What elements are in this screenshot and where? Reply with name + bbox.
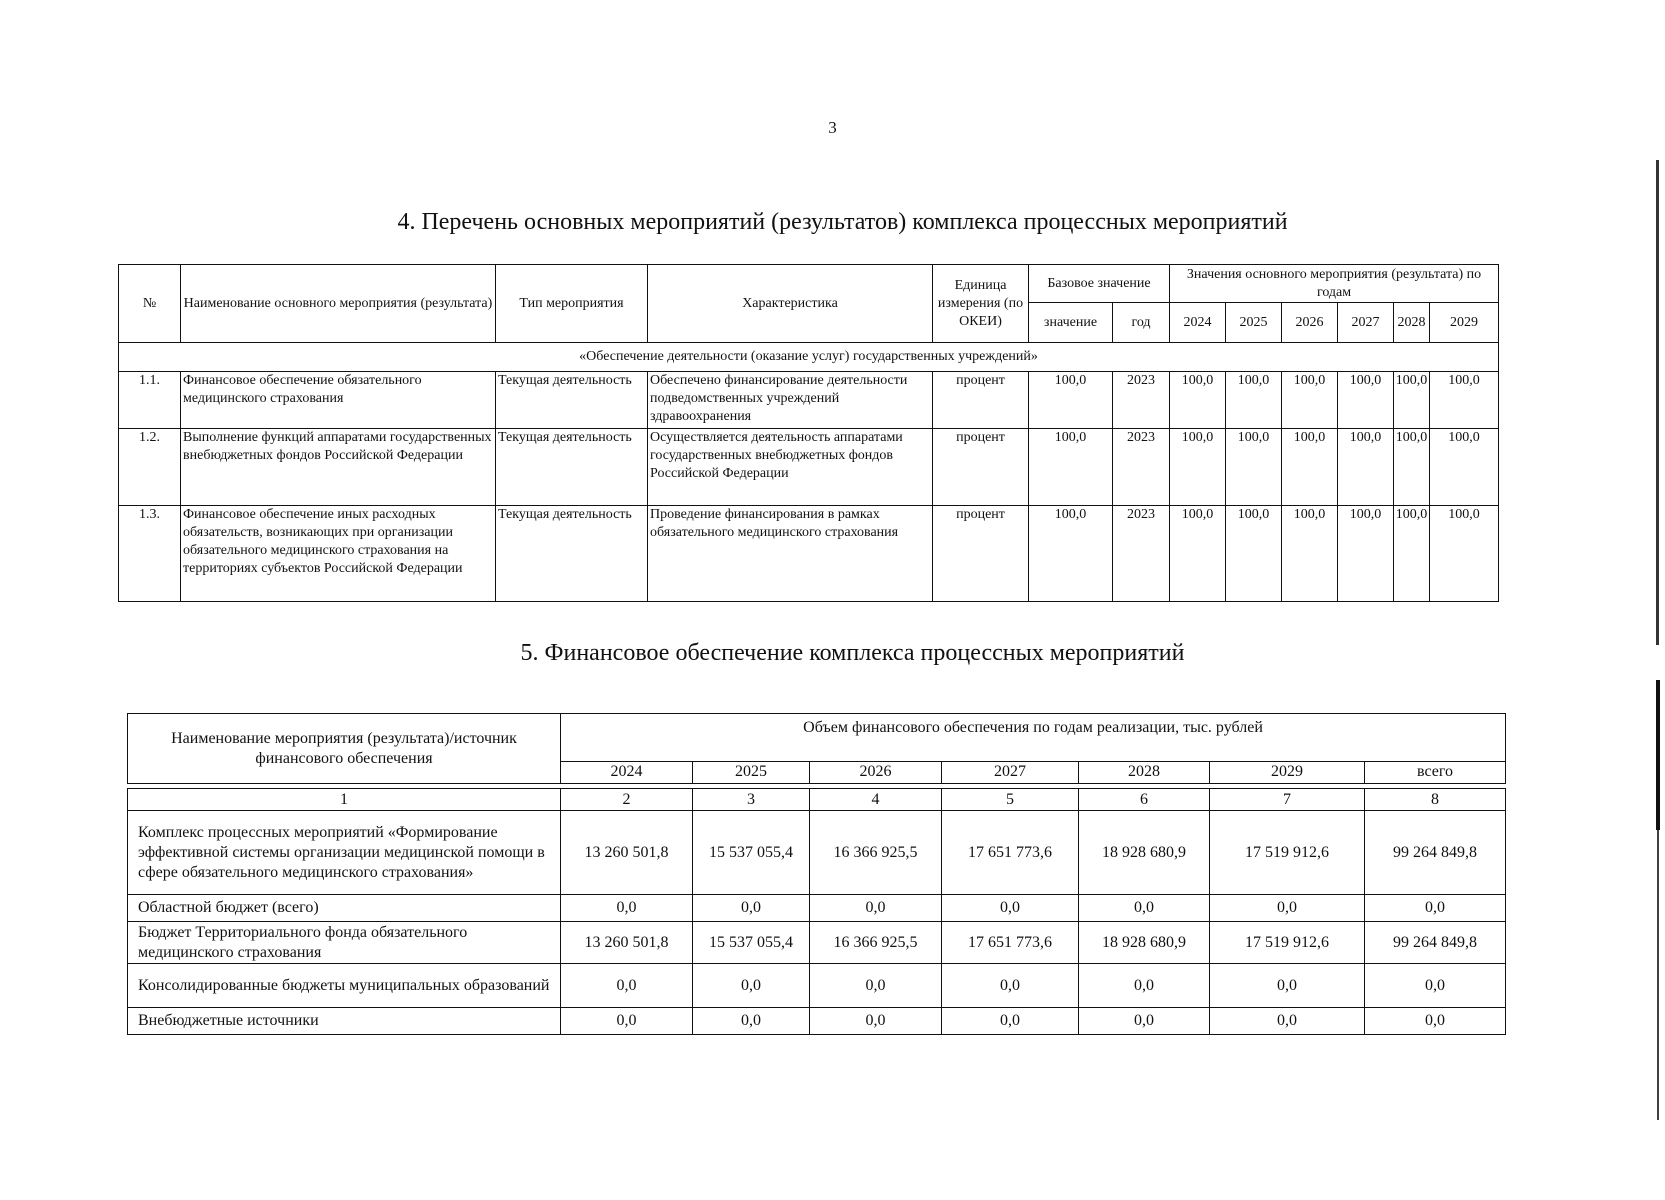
row-value: 0,0	[942, 964, 1079, 1008]
row-name: Финансовое обеспечение иных расходных обязательств, возникающих при организации обязательного медицинского страхования на территориях субъектов Российской Федерации	[181, 506, 496, 602]
row-base-value: 100,0	[1029, 429, 1113, 506]
row-value: 17 519 912,6	[1210, 922, 1365, 964]
row-value: 100,0	[1338, 372, 1394, 429]
row-total: 99 264 849,8	[1365, 922, 1506, 964]
row-value: 0,0	[1210, 895, 1365, 922]
header-year: 2029	[1210, 762, 1365, 784]
row-value: 16 366 925,5	[810, 811, 942, 895]
row-value: 0,0	[1210, 1008, 1365, 1035]
row-name: Бюджет Территориального фонда обязательного медицинского страхования	[128, 922, 561, 964]
section-5-title: 5. Финансовое обеспечение комплекса процессных мероприятий	[520, 640, 1185, 666]
row-base-value: 100,0	[1029, 372, 1113, 429]
column-number: 5	[942, 789, 1079, 811]
row-type: Текущая деятельность	[496, 429, 648, 506]
header-type: Тип мероприятия	[496, 265, 648, 343]
header-year: 2027	[1338, 303, 1394, 343]
column-number: 3	[693, 789, 810, 811]
scan-edge-line	[1657, 830, 1659, 1120]
header-year: 2029	[1430, 303, 1499, 343]
header-name: Наименование мероприятия (результата)/источник финансового обеспечения	[128, 714, 561, 784]
row-value: 100,0	[1226, 372, 1282, 429]
table-row	[119, 506, 1499, 602]
row-value: 0,0	[561, 964, 693, 1008]
row-base-year: 2023	[1113, 429, 1170, 506]
table-row	[128, 895, 1506, 922]
row-value: 18 928 680,9	[1079, 922, 1210, 964]
row-characteristic: Обеспечено финансирование деятельности подведомственных учреждений здравоохранения	[648, 372, 933, 429]
row-value: 0,0	[1079, 1008, 1210, 1035]
row-characteristic: Осуществляется деятельность аппаратами государственных внебюджетных фондов Российской Федерации	[648, 429, 933, 506]
row-value: 0,0	[1210, 964, 1365, 1008]
row-total: 0,0	[1365, 895, 1506, 922]
header-base-value: значение	[1029, 303, 1113, 343]
row-value: 0,0	[810, 964, 942, 1008]
header-base: Базовое значение	[1029, 265, 1170, 303]
column-number: 2	[561, 789, 693, 811]
row-unit: процент	[933, 506, 1029, 602]
row-total: 99 264 849,8	[1365, 811, 1506, 895]
row-unit: процент	[933, 429, 1029, 506]
row-value: 100,0	[1282, 372, 1338, 429]
row-num: 1.1.	[119, 372, 181, 429]
column-number: 7	[1210, 789, 1365, 811]
section-4-title: 4. Перечень основных мероприятий (результатов) комплекса процессных мероприятий	[397, 209, 1288, 235]
row-name: Выполнение функций аппаратами государственных внебюджетных фондов Российской Федерации	[181, 429, 496, 506]
row-value: 15 537 055,4	[693, 811, 810, 895]
row-value: 100,0	[1394, 429, 1430, 506]
row-value: 0,0	[561, 895, 693, 922]
row-value: 0,0	[1079, 964, 1210, 1008]
scan-edge-line	[1656, 680, 1660, 830]
row-value: 0,0	[810, 1008, 942, 1035]
header-year: 2026	[810, 762, 942, 784]
header-total: всего	[1365, 762, 1506, 784]
row-base-year: 2023	[1113, 372, 1170, 429]
table-row	[128, 964, 1506, 1008]
header-year: 2028	[1079, 762, 1210, 784]
activities-table	[118, 264, 1499, 602]
header-year: 2024	[561, 762, 693, 784]
header-year: 2025	[693, 762, 810, 784]
row-value: 17 651 773,6	[942, 811, 1079, 895]
row-value: 15 537 055,4	[693, 922, 810, 964]
column-number: 4	[810, 789, 942, 811]
column-number: 6	[1079, 789, 1210, 811]
row-unit: процент	[933, 372, 1029, 429]
row-value: 100,0	[1338, 506, 1394, 602]
row-value: 16 366 925,5	[810, 922, 942, 964]
row-name: Комплекс процессных мероприятий «Формирование эффективной системы организации медицинской помощи в сфере обязательного медицинского страхования»	[128, 811, 561, 895]
row-value: 13 260 501,8	[561, 922, 693, 964]
row-value: 13 260 501,8	[561, 811, 693, 895]
row-value: 100,0	[1282, 506, 1338, 602]
header-volume: Объем финансового обеспечения по годам реализации, тыс. рублей	[561, 714, 1506, 762]
row-value: 0,0	[693, 895, 810, 922]
table-row	[119, 429, 1499, 506]
header-year: 2025	[1226, 303, 1282, 343]
row-num: 1.2.	[119, 429, 181, 506]
row-characteristic: Проведение финансирования в рамках обязательного медицинского страхования	[648, 506, 933, 602]
table-row	[119, 372, 1499, 429]
group-title: «Обеспечение деятельности (оказание услуг) государственных учреждений»	[119, 343, 1499, 372]
row-value: 0,0	[561, 1008, 693, 1035]
financing-table	[127, 713, 1506, 1035]
row-value: 100,0	[1338, 429, 1394, 506]
row-total: 0,0	[1365, 964, 1506, 1008]
row-value: 100,0	[1170, 372, 1226, 429]
row-value: 0,0	[693, 1008, 810, 1035]
row-value: 0,0	[942, 895, 1079, 922]
header-year: 2026	[1282, 303, 1338, 343]
row-type: Текущая деятельность	[496, 506, 648, 602]
page-number: 3	[828, 118, 837, 137]
row-value: 100,0	[1394, 506, 1430, 602]
column-number: 8	[1365, 789, 1506, 811]
row-num: 1.3.	[119, 506, 181, 602]
row-value: 0,0	[942, 1008, 1079, 1035]
header-year: 2028	[1394, 303, 1430, 343]
row-value: 0,0	[693, 964, 810, 1008]
header-year: 2024	[1170, 303, 1226, 343]
row-value: 100,0	[1226, 506, 1282, 602]
row-value: 100,0	[1430, 429, 1499, 506]
row-name: Консолидированные бюджеты муниципальных образований	[128, 964, 561, 1008]
row-name: Внебюджетные источники	[128, 1008, 561, 1035]
row-value: 100,0	[1282, 429, 1338, 506]
row-value: 0,0	[810, 895, 942, 922]
table-row	[128, 1008, 1506, 1035]
header-characteristic: Характеристика	[648, 265, 933, 343]
column-number: 1	[128, 789, 561, 811]
header-unit: Единица измерения (по ОКЕИ)	[933, 265, 1029, 343]
row-value: 17 651 773,6	[942, 922, 1079, 964]
row-base-year: 2023	[1113, 506, 1170, 602]
row-type: Текущая деятельность	[496, 372, 648, 429]
header-name: Наименование основного мероприятия (результата)	[181, 265, 496, 343]
row-value: 100,0	[1430, 372, 1499, 429]
row-value: 100,0	[1394, 372, 1430, 429]
row-value: 0,0	[1079, 895, 1210, 922]
row-value: 100,0	[1170, 429, 1226, 506]
row-value: 18 928 680,9	[1079, 811, 1210, 895]
row-name: Финансовое обеспечение обязательного медицинского страхования	[181, 372, 496, 429]
row-value: 100,0	[1430, 506, 1499, 602]
table-row	[128, 811, 1506, 895]
header-base-year: год	[1113, 303, 1170, 343]
header-by-years: Значения основного мероприятия (результата) по годам	[1170, 265, 1499, 303]
row-value: 100,0	[1226, 429, 1282, 506]
row-total: 0,0	[1365, 1008, 1506, 1035]
scan-edge-line	[1656, 160, 1659, 645]
header-year: 2027	[942, 762, 1079, 784]
row-base-value: 100,0	[1029, 506, 1113, 602]
row-value: 100,0	[1170, 506, 1226, 602]
row-value: 17 519 912,6	[1210, 811, 1365, 895]
row-name: Областной бюджет (всего)	[128, 895, 561, 922]
table-row	[128, 922, 1506, 964]
header-num: №	[119, 265, 181, 343]
